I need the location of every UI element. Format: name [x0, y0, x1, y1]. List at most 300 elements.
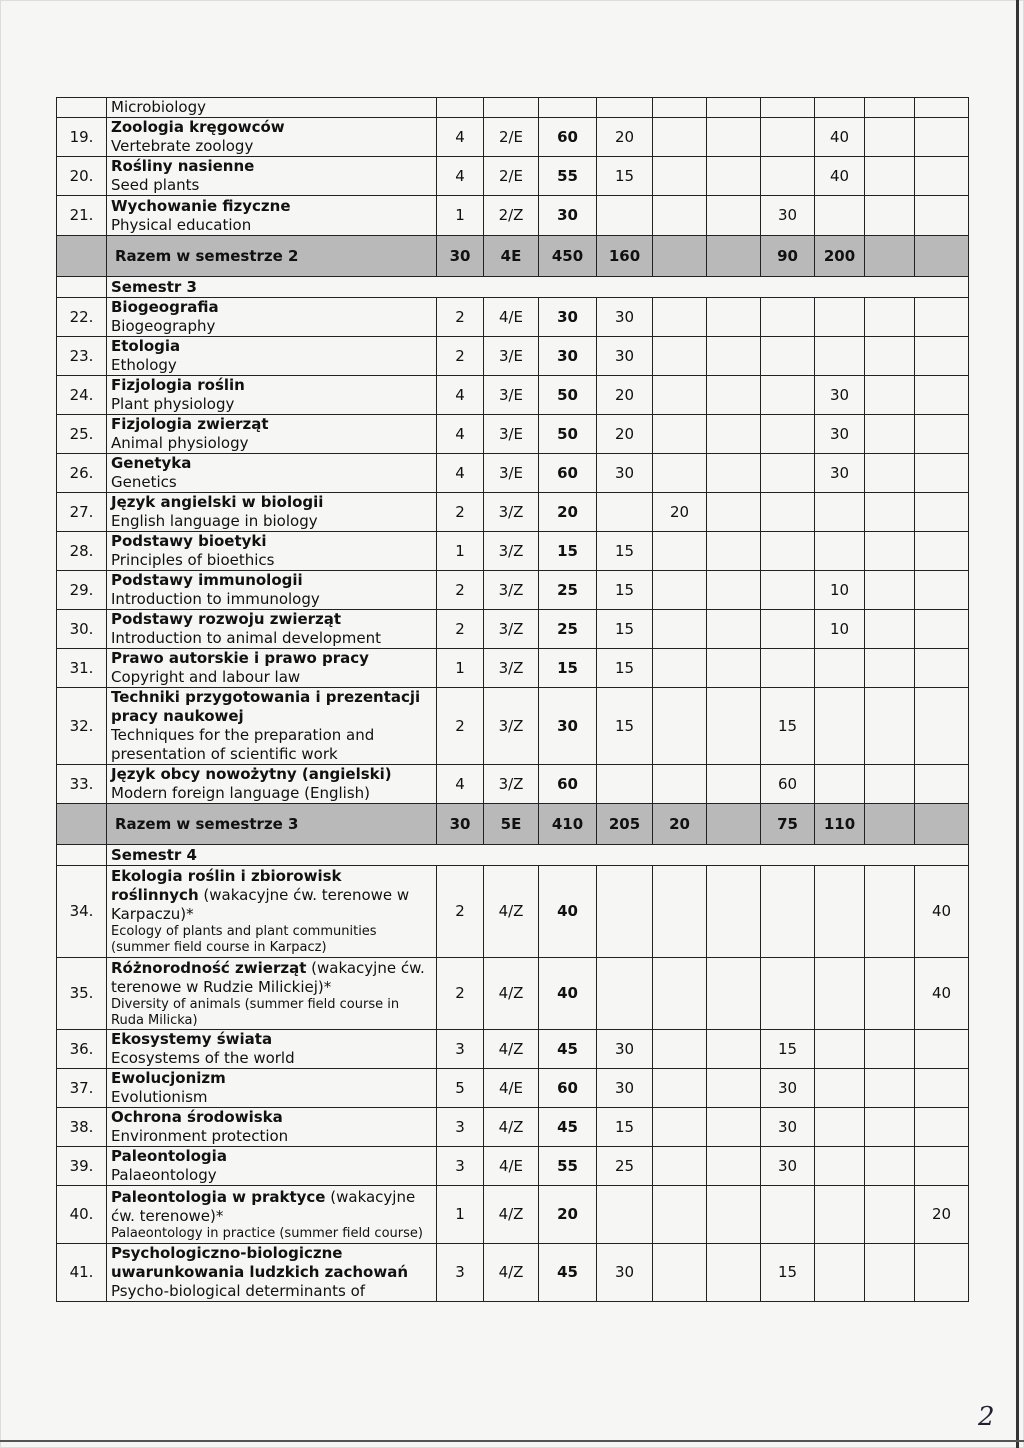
table-row: [57, 298, 969, 337]
cell-c3: [761, 98, 815, 118]
summary-c2: [707, 236, 761, 277]
cell-ects: 1: [437, 532, 484, 571]
table-row: [57, 98, 969, 118]
cell-hours: 40: [539, 958, 597, 1030]
cell-c5: [865, 493, 915, 532]
cell-c5: [865, 1030, 915, 1069]
cell-c5: [865, 649, 915, 688]
row-number: 41.: [57, 1244, 107, 1302]
summary-spacer: [57, 236, 107, 277]
cell-ects: 4: [437, 454, 484, 493]
summary-c4: 200: [815, 236, 865, 277]
cell-ects: 3: [437, 1030, 484, 1069]
course-name-pl: Wychowanie fizyczne: [111, 196, 291, 215]
cell-c6: [915, 1030, 969, 1069]
cell-ects: 3: [437, 1108, 484, 1147]
course-name-en: English language in biology: [111, 512, 318, 530]
cell-exam: 4/Z: [484, 1186, 539, 1244]
table-body: [57, 98, 969, 1302]
row-number: 36.: [57, 1030, 107, 1069]
cell-c4: 40: [815, 157, 865, 196]
scan-bottom-edge: [0, 1440, 1024, 1442]
summary-lec: 160: [597, 236, 653, 277]
cell-ects: 2: [437, 866, 484, 958]
cell-c1: [653, 649, 707, 688]
course-name-pl: Ekosystemy świata: [111, 1030, 273, 1048]
course-name-en: Plant physiology: [111, 395, 235, 413]
cell-exam: 3/E: [484, 415, 539, 454]
row-number: 33.: [57, 765, 107, 804]
cell-c4: [815, 1244, 865, 1302]
cell-exam: 4/E: [484, 1069, 539, 1108]
cell-c3: 30: [761, 1147, 815, 1186]
course-name-cell: [107, 958, 437, 1030]
cell-c1: [653, 1147, 707, 1186]
cell-lec: 30: [597, 1244, 653, 1302]
cell-c1: [653, 196, 707, 236]
cell-exam: 3/Z: [484, 571, 539, 610]
cell-c4: [815, 649, 865, 688]
course-name-en: Palaeontology: [111, 1166, 217, 1184]
cell-lec: 30: [597, 1030, 653, 1069]
cell-c2: [707, 157, 761, 196]
cell-hours: 60: [539, 765, 597, 804]
cell-exam: 3/Z: [484, 610, 539, 649]
course-name-cell: [107, 866, 437, 958]
cell-exam: 2/E: [484, 157, 539, 196]
cell-c3: [761, 118, 815, 157]
course-name-cell: [107, 376, 437, 415]
cell-c3: [761, 493, 815, 532]
table-row: [57, 1186, 969, 1244]
cell-hours: 55: [539, 157, 597, 196]
row-number: 28.: [57, 532, 107, 571]
cell-c6: [915, 688, 969, 765]
course-name-en: Introduction to animal development: [111, 629, 381, 647]
cell-hours: 45: [539, 1108, 597, 1147]
course-name-en: Evolutionism: [111, 1088, 208, 1106]
cell-c5: [865, 765, 915, 804]
course-name-cell: [107, 610, 437, 649]
cell-ects: 2: [437, 958, 484, 1030]
cell-lec: 20: [597, 118, 653, 157]
cell-c2: [707, 376, 761, 415]
cell-c1: [653, 1244, 707, 1302]
row-number: 19.: [57, 118, 107, 157]
course-name-pl-main: Różnorodność zwierząt: [111, 958, 307, 977]
cell-hours: 60: [539, 118, 597, 157]
cell-c2: [707, 118, 761, 157]
course-name-pl: Rośliny nasienne: [111, 157, 255, 175]
cell-c3: [761, 610, 815, 649]
cell-ects: 2: [437, 298, 484, 337]
cell-lec: [597, 866, 653, 958]
cell-c1: [653, 157, 707, 196]
course-name-cell: [107, 157, 437, 196]
table-row: [57, 337, 969, 376]
course-name-pl: Biogeografia: [111, 298, 219, 316]
cell-c1: [653, 1030, 707, 1069]
cell-c5: [865, 1108, 915, 1147]
cell-c2: [707, 415, 761, 454]
cell-c1: [653, 118, 707, 157]
cell-lec: 15: [597, 610, 653, 649]
cell-hours: 15: [539, 649, 597, 688]
row-number: 38.: [57, 1108, 107, 1147]
course-name-pl: Etologia: [111, 337, 181, 355]
cell-c6: [915, 415, 969, 454]
cell-ects: 5: [437, 1069, 484, 1108]
table-row: [57, 532, 969, 571]
row-number: 23.: [57, 337, 107, 376]
cell-c6: [915, 765, 969, 804]
semester-header-row: [57, 277, 969, 298]
cell-hours: 20: [539, 493, 597, 532]
course-name-en: Introduction to immunology: [111, 590, 320, 608]
scan-right-edge: [1016, 0, 1019, 1448]
cell-c6: [915, 196, 969, 236]
cell-exam: 2/E: [484, 118, 539, 157]
row-number: 32.: [57, 688, 107, 765]
cell-c2: [707, 454, 761, 493]
cell-ects: 2: [437, 688, 484, 765]
cell-c4: [815, 1069, 865, 1108]
cell-c1: [653, 1186, 707, 1244]
course-name-en: Psycho-biological determinants of: [111, 1282, 366, 1300]
cell-c5: [865, 415, 915, 454]
cell-hours: 55: [539, 1147, 597, 1186]
cell-c1: [653, 1108, 707, 1147]
cell-hours: 20: [539, 1186, 597, 1244]
course-name-en: Biogeography: [111, 317, 216, 335]
course-name-pl-note: (wakacyjne ćw. terenowe)*: [111, 1187, 416, 1225]
course-name-cell: [107, 1147, 437, 1186]
cell-c6: [915, 454, 969, 493]
table-row: [57, 610, 969, 649]
row-number: 22.: [57, 298, 107, 337]
cell-lec: 15: [597, 688, 653, 765]
course-name-pl-note: (wakacyjne ćw. terenowe w Karpaczu)*: [111, 886, 410, 923]
cell-c5: [865, 866, 915, 958]
cell-c5: [865, 1147, 915, 1186]
row-number: 39.: [57, 1147, 107, 1186]
summary-c3: 75: [761, 804, 815, 845]
cell-c4: 30: [815, 415, 865, 454]
cell-c3: [761, 415, 815, 454]
cell-c6: [915, 610, 969, 649]
course-name-pl: Psychologiczno-biologiczne uwarunkowania ludzkich zachowań: [111, 1244, 409, 1281]
course-name-en: Principles of bioethics: [111, 551, 275, 569]
cell-c3: [761, 157, 815, 196]
cell-c6: 40: [915, 958, 969, 1030]
course-name-pl: Podstawy bioetyki: [111, 532, 267, 550]
cell-c3: [761, 958, 815, 1030]
cell-c4: [815, 1108, 865, 1147]
cell-lec: 15: [597, 532, 653, 571]
cell-c3: 15: [761, 1244, 815, 1302]
cell-exam: 4/E: [484, 1147, 539, 1186]
cell-c6: [915, 493, 969, 532]
row-number: 35.: [57, 958, 107, 1030]
cell-c2: [707, 196, 761, 236]
cell-exam: 3/Z: [484, 688, 539, 765]
cell-c4: [815, 866, 865, 958]
cell-c3: 30: [761, 1108, 815, 1147]
course-name-en: Copyright and labour law: [111, 668, 301, 686]
cell-exam: 4/Z: [484, 1030, 539, 1069]
table-row: [57, 866, 969, 958]
course-name-cell: [107, 1108, 437, 1147]
cell-c4: [815, 493, 865, 532]
cell-c2: [707, 958, 761, 1030]
cell-c3: 15: [761, 688, 815, 765]
course-name-cell: [107, 1186, 437, 1244]
course-name-en: Vertebrate zoology: [111, 137, 254, 155]
cell-c6: [915, 532, 969, 571]
cell-lec: [597, 958, 653, 1030]
course-name-cell: [107, 337, 437, 376]
course-name-en: Microbiology: [111, 98, 206, 116]
cell-c1: [653, 337, 707, 376]
course-name-cell: [107, 1244, 437, 1302]
cell-c4: [815, 765, 865, 804]
semester-header-row: [57, 845, 969, 866]
cell-c1: [653, 1069, 707, 1108]
course-name-pl: Techniki przygotowania i prezentacji pracy naukowej: [111, 688, 421, 725]
course-name-cell: [107, 649, 437, 688]
course-name-en: Techniques for the preparation and presentation of scientific work: [111, 726, 375, 763]
cell-hours: 60: [539, 454, 597, 493]
cell-c4: 10: [815, 610, 865, 649]
summary-c3: 90: [761, 236, 815, 277]
table-row: [57, 958, 969, 1030]
row-number: 27.: [57, 493, 107, 532]
cell-c3: [761, 866, 815, 958]
row-number: 21.: [57, 196, 107, 236]
cell-hours: [539, 98, 597, 118]
course-name-cell: [107, 765, 437, 804]
cell-c6: 20: [915, 1186, 969, 1244]
cell-c3: [761, 649, 815, 688]
summary-c5: [865, 236, 915, 277]
cell-ects: 4: [437, 415, 484, 454]
cell-exam: 4/Z: [484, 1244, 539, 1302]
cell-c4: [815, 337, 865, 376]
cell-c6: [915, 1147, 969, 1186]
course-name-pl: Zoologia kręgowców: [111, 118, 285, 136]
row-number: 20.: [57, 157, 107, 196]
cell-c4: [815, 688, 865, 765]
cell-c2: [707, 571, 761, 610]
cell-exam: 3/E: [484, 337, 539, 376]
course-name-en: Environment protection: [111, 1127, 289, 1145]
cell-c5: [865, 958, 915, 1030]
cell-c4: [815, 298, 865, 337]
cell-c6: [915, 1244, 969, 1302]
cell-c2: [707, 1030, 761, 1069]
cell-exam: 4/Z: [484, 866, 539, 958]
cell-lec: 25: [597, 1147, 653, 1186]
course-name-pl: Fizjologia zwierząt: [111, 415, 269, 433]
cell-lec: 30: [597, 1069, 653, 1108]
cell-c5: [865, 337, 915, 376]
course-name-pl-main: Paleontologia w praktyce: [111, 1187, 326, 1206]
cell-c5: [865, 298, 915, 337]
summary-exam: 4E: [484, 236, 539, 277]
row-number: 30.: [57, 610, 107, 649]
cell-lec: 15: [597, 1108, 653, 1147]
cell-lec: [597, 765, 653, 804]
cell-c2: [707, 649, 761, 688]
cell-ects: 2: [437, 610, 484, 649]
cell-c1: [653, 532, 707, 571]
course-name-en: Ethology: [111, 356, 177, 374]
cell-c2: [707, 1186, 761, 1244]
cell-exam: 2/Z: [484, 196, 539, 236]
cell-c6: [915, 157, 969, 196]
cell-c5: [865, 610, 915, 649]
cell-c1: [653, 98, 707, 118]
semester-summary-row: [57, 804, 969, 845]
cell-c2: [707, 98, 761, 118]
curriculum-table: [56, 97, 969, 1302]
course-name-pl: [111, 959, 432, 997]
cell-hours: 50: [539, 415, 597, 454]
row-number: 40.: [57, 1186, 107, 1244]
cell-c4: [815, 958, 865, 1030]
course-name-en: Genetics: [111, 473, 177, 491]
course-name-cell: [107, 493, 437, 532]
summary-hours: 410: [539, 804, 597, 845]
summary-c5: [865, 804, 915, 845]
cell-c2: [707, 337, 761, 376]
summary-c1: 20: [653, 804, 707, 845]
course-name-pl: Podstawy immunologii: [111, 571, 303, 589]
row-number: 24.: [57, 376, 107, 415]
summary-exam: 5E: [484, 804, 539, 845]
cell-c5: [865, 1186, 915, 1244]
summary-c6: [915, 236, 969, 277]
cell-exam: 3/Z: [484, 765, 539, 804]
cell-c4: [815, 1186, 865, 1244]
semester-spacer: [57, 277, 107, 298]
cell-c2: [707, 866, 761, 958]
cell-lec: [597, 493, 653, 532]
row-number: 37.: [57, 1069, 107, 1108]
semester-label: Semestr 3: [107, 277, 969, 298]
cell-c6: [915, 1069, 969, 1108]
course-name-en: Physical education: [111, 215, 252, 234]
cell-c6: [915, 376, 969, 415]
cell-c3: [761, 298, 815, 337]
cell-lec: 30: [597, 337, 653, 376]
summary-label: Razem w semestrze 2: [107, 236, 437, 277]
cell-c3: [761, 454, 815, 493]
cell-c3: [761, 532, 815, 571]
cell-c1: [653, 298, 707, 337]
cell-c4: [815, 532, 865, 571]
course-name-pl-note: (wakacyjne ćw. terenowe w Rudzie Milickiej)*: [111, 958, 425, 996]
cell-ects: 2: [437, 337, 484, 376]
cell-ects: 4: [437, 157, 484, 196]
cell-c2: [707, 610, 761, 649]
course-name-pl: [111, 867, 432, 924]
cell-c6: [915, 1108, 969, 1147]
cell-ects: 1: [437, 196, 484, 236]
cell-c1: [653, 958, 707, 1030]
cell-lec: 15: [597, 649, 653, 688]
cell-c4: 30: [815, 454, 865, 493]
cell-lec: 15: [597, 157, 653, 196]
course-name-cell: [107, 1069, 437, 1108]
course-name-en: Ecosystems of the world: [111, 1049, 295, 1067]
cell-exam: 4/Z: [484, 958, 539, 1030]
course-name-en: Modern foreign language (English): [111, 784, 371, 802]
cell-c1: [653, 765, 707, 804]
table-row: [57, 1244, 969, 1302]
cell-c5: [865, 118, 915, 157]
table-row: [57, 765, 969, 804]
cell-ects: 1: [437, 649, 484, 688]
cell-c3: [761, 571, 815, 610]
cell-c2: [707, 493, 761, 532]
cell-exam: 3/Z: [484, 649, 539, 688]
table-row: [57, 157, 969, 196]
cell-hours: 30: [539, 337, 597, 376]
row-number: 29.: [57, 571, 107, 610]
cell-exam: 4/Z: [484, 1108, 539, 1147]
cell-c4: 30: [815, 376, 865, 415]
cell-c2: [707, 1108, 761, 1147]
summary-hours: 450: [539, 236, 597, 277]
course-name-cell: [107, 118, 437, 157]
table-row: [57, 118, 969, 157]
course-name-pl: Ochrona środowiska: [111, 1108, 283, 1126]
table-row: [57, 649, 969, 688]
cell-c2: [707, 688, 761, 765]
cell-c5: [865, 98, 915, 118]
course-name-cell: [107, 688, 437, 765]
cell-c1: [653, 571, 707, 610]
course-name-pl: Prawo autorskie i prawo pracy: [111, 649, 369, 667]
cell-ects: 4: [437, 118, 484, 157]
cell-ects: 3: [437, 1244, 484, 1302]
cell-lec: 20: [597, 415, 653, 454]
cell-ects: 3: [437, 1147, 484, 1186]
summary-ects: 30: [437, 804, 484, 845]
cell-c4: 40: [815, 118, 865, 157]
cell-c4: [815, 98, 865, 118]
cell-hours: 30: [539, 298, 597, 337]
row-number: 26.: [57, 454, 107, 493]
cell-c2: [707, 532, 761, 571]
cell-c6: [915, 298, 969, 337]
semester-spacer: [57, 845, 107, 866]
cell-c3: 60: [761, 765, 815, 804]
table-row: [57, 1030, 969, 1069]
table-row: [57, 493, 969, 532]
table-row: [57, 196, 969, 236]
course-name-pl: [111, 1188, 432, 1226]
cell-c6: [915, 118, 969, 157]
row-number: 31.: [57, 649, 107, 688]
semester-summary-row: [57, 236, 969, 277]
cell-c6: [915, 337, 969, 376]
cell-lec: 20: [597, 376, 653, 415]
cell-c5: [865, 571, 915, 610]
cell-hours: 40: [539, 866, 597, 958]
cell-hours: 30: [539, 196, 597, 236]
